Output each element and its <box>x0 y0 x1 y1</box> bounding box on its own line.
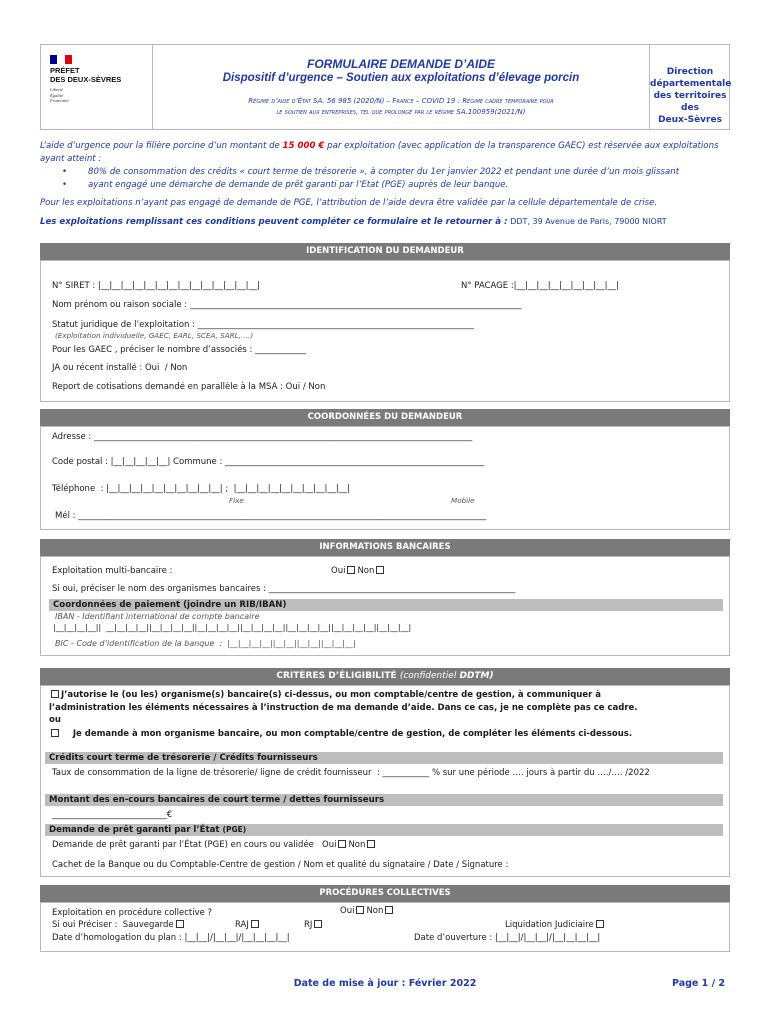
iban-field[interactable]: |__|__|__|__|| __|__|__|__||__|__|__|__||__|__|__|__||__|__|__|__||__|__|__|__||__|__|__|__||__|__|__| <box>53 623 412 632</box>
raj-label: RAJ <box>235 920 249 930</box>
form-title: FORMULAIRE DEMANDE D’AIDE <box>307 57 495 71</box>
ou-label: ou <box>49 715 61 725</box>
logo-line: DES DEUX-SÈVRES <box>50 75 122 84</box>
liquidation-option <box>505 920 606 930</box>
taux-field[interactable]: Taux de consommation de la ligne de trésorerie/ ligne de crédit fournisseur : ___________ % sur une période …. jours à partir du …./…. /2022 <box>52 768 650 778</box>
statut-field[interactable]: Statut juridique de l’exploitation : _________________________________________________________________ <box>52 320 474 330</box>
rj-option <box>304 920 324 930</box>
siret-field[interactable]: N° SIRET : |__|__|__|__|__|__|__|__|__|__|__|__|__|__| <box>52 281 260 291</box>
autorise-text-1: J’autorise le (ou les) organisme(s) bancaire(s) ci-dessus, ou mon comptable/centre de gestion, à communiquer à <box>61 690 602 700</box>
aid-amount: 15 000 € <box>282 141 325 151</box>
intro-text <box>40 140 730 229</box>
telephone-mobile-label: Mobile <box>451 496 475 505</box>
direction-block <box>649 45 732 129</box>
mel-field[interactable]: Mél : ________________________________________________________________________________________________ <box>55 511 487 521</box>
pge-oui-checkbox[interactable] <box>338 840 346 848</box>
msa-field[interactable]: Report de cotisations demandé en parallèle à la MSA : Oui / Non <box>52 382 326 392</box>
oui-checkbox[interactable] <box>347 566 355 574</box>
section-identification <box>40 260 730 402</box>
section-coordonnees <box>40 426 730 530</box>
section-bancaires-title: INFORMATIONS BANCAIRES <box>40 539 730 556</box>
ouverture-field[interactable]: Date d’ouverture : |__|__|/|__|__|/|__|__|__|__| <box>414 933 601 943</box>
rj-checkbox[interactable] <box>314 920 322 928</box>
adresse-field[interactable]: Adresse : _________________________________________________________________________________________ <box>52 432 473 442</box>
pacage-field[interactable]: N° PACAGE :|__|__|__|__|__|__|__|__|__| <box>461 281 619 291</box>
pge-non-label: Non <box>348 840 366 850</box>
nom-field[interactable]: Nom prénom ou raison sociale : ______________________________________________________________________________ <box>52 300 522 310</box>
intro-para-3 <box>40 215 730 229</box>
direction-line: Deux-Sèvres <box>658 115 722 125</box>
statut-hint: (Exploitation individuelle, GAEC, EARL, SCEA, SARL, …) <box>55 331 254 340</box>
pge-title <box>45 824 723 836</box>
demande-checkbox[interactable] <box>51 729 59 737</box>
telephone-fixe-label: Fixe <box>229 496 244 505</box>
raj-checkbox[interactable] <box>251 920 259 928</box>
preciser-label: Si oui Préciser : Sauvegarde <box>52 920 174 930</box>
demande-option <box>49 729 632 739</box>
bullet-text: ayant engagé une démarche de demande de prêt garanti par l’Etat (PGE) auprès de leur banque. <box>88 180 509 190</box>
footer-page-number: Page 1 / 2 <box>672 978 725 989</box>
direction-line: départementale <box>650 79 732 89</box>
iban-label: IBAN - Identifiant international de compte bancaire <box>55 612 260 621</box>
section-identification-title: IDENTIFICATION DU DEMANDEUR <box>40 243 730 260</box>
non-label: Non <box>357 566 375 576</box>
sauvegarde-checkbox[interactable] <box>176 920 184 928</box>
section-criteres <box>40 685 730 877</box>
intro-criteria-list <box>62 166 730 192</box>
montant-field[interactable]: ___________________________€ <box>52 810 173 820</box>
section-bancaires <box>40 556 730 656</box>
logo-line: PRÉFET <box>50 66 80 75</box>
bic-field[interactable]: BIC - Code d’identification de la banque : |__|__|__|__||__|__||__|__||__|__|__| <box>55 639 356 648</box>
regime-line-1: Régime d’aide d’État SA. 56 985 (2020/N) – France – COVID 19 : Régime cadre temporaire pour <box>248 97 554 105</box>
pge-non-checkbox[interactable] <box>367 840 375 848</box>
liquidation-checkbox[interactable] <box>596 920 604 928</box>
bullet-text: 80% de consommation des crédits « court terme de trésorerie », à compter du 1er janvier 2022 et pendant une durée d’un mois glissant <box>88 167 680 177</box>
form-subtitle: Dispositif d’urgence – Soutien aux exploitations d’élevage porcin <box>222 72 580 84</box>
direction-name <box>650 66 730 126</box>
sauvegarde-option <box>52 920 186 930</box>
prefet-name <box>50 66 121 84</box>
regime-text <box>153 96 649 118</box>
form-header <box>40 44 730 130</box>
intro-bullet-1 <box>62 166 730 179</box>
demande-text: Je demande à mon organisme bancaire, ou mon comptable/centre de gestion, de compléter les éléments ci-dessous. <box>72 729 633 739</box>
code-postal-commune-field[interactable]: Code postal : |__|__|__|__|__| Commune : _____________________________________________________________ <box>52 457 485 467</box>
procedure-choice <box>340 906 395 916</box>
pge-text: Demande de prêt garanti par l’État (PGE) en cours ou validée Oui <box>52 840 337 850</box>
proc-non-checkbox[interactable] <box>385 906 393 914</box>
montant-title: Montant des en-cours bancaires de court terme / dettes fournisseurs <box>45 794 723 806</box>
autorise-checkbox[interactable] <box>51 690 59 698</box>
intro-para-1: L’aide d’urgence pour la filière porcine d’un montant de 15 000 € par exploitation (avec application de la transparence GAEC) est réservée aux exploitations ayant atteint : <box>40 141 719 164</box>
intro-bullet-2 <box>62 179 730 192</box>
motto-line: Fraternité <box>50 98 69 103</box>
french-flag-icon <box>50 55 72 64</box>
prefet-logo <box>41 45 153 129</box>
criteres-ddtm: DDTM) <box>459 671 494 681</box>
rj-label: RJ <box>304 920 313 930</box>
return-address: DDT, 39 Avenue de Paris, 79000 NIORT <box>510 217 667 226</box>
proc-oui-label: Oui <box>340 906 355 916</box>
section-procedures-title: PROCÉDURES COLLECTIVES <box>40 885 730 902</box>
raj-option <box>235 920 261 930</box>
regime-line-2: le soutien aux entreprises, tel que prolongé par le régime SA.100959(2021/N) <box>276 108 526 116</box>
criteres-title-text: CRITÈRES D’ÉLIGIBILITÉ <box>276 671 397 681</box>
motto-line: Liberté <box>50 87 63 92</box>
oui-label: Oui <box>331 566 346 576</box>
procedure-question: Exploitation en procédure collective ? <box>52 908 213 918</box>
autorise-option <box>49 690 601 700</box>
organismes-field[interactable]: Si oui, préciser le nom des organismes bancaires : __________________________________________________________ <box>52 584 516 594</box>
cachet-label: Cachet de la Banque ou du Comptable-Centre de gestion / Nom et qualité du signataire / Date / Signature : <box>52 860 509 870</box>
intro-para-2: Pour les exploitations n’ayant pas engagé de demande de PGE, l’attribution de l’aide devra être validée par la cellule départementale de crise. <box>40 198 658 208</box>
return-instruction: Les exploitations remplissant ces conditions peuvent compléter ce formulaire et le retourner à : <box>40 217 508 227</box>
multi-bancaire-choice <box>331 566 386 576</box>
direction-line: Direction <box>666 67 714 77</box>
liquidation-label: Liquidation Judiciaire <box>505 920 594 930</box>
motto-line: Égalité <box>50 92 63 98</box>
non-checkbox[interactable] <box>376 566 384 574</box>
proc-non-label: Non <box>366 906 384 916</box>
criteres-confidentiel: (confidentiel <box>399 671 457 681</box>
coordonnees-paiement-title: Coordonnées de paiement (joindre un RIB/IBAN) <box>49 599 723 611</box>
autorise-text-2: l’administration les éléments nécessaires à l’instruction de ma demande d’aide. Dans ce cas, je ne complète pas ce cadre. <box>49 703 638 713</box>
proc-oui-checkbox[interactable] <box>356 906 364 914</box>
credits-title: Crédits court terme de trésorerie / Crédits fournisseurs <box>45 752 723 764</box>
direction-line: des territoires des <box>653 91 727 113</box>
pge-suffix: (PGE) <box>222 825 247 834</box>
pge-field <box>52 840 377 850</box>
section-criteres-title <box>40 668 730 685</box>
section-coordonnees-title: COORDONNÉES DU DEMANDEUR <box>40 409 730 426</box>
gaec-associes-field[interactable]: Pour les GAEC , préciser le nombre d’associés : ____________ <box>52 345 307 355</box>
republic-motto <box>50 87 69 104</box>
pge-title-text: Demande de prêt garanti par l’État <box>49 825 220 835</box>
homologation-field[interactable]: Date d’homologation du plan : |__|__|/|__|__|/|__|__|__|__| <box>52 933 290 943</box>
footer-update-date: Date de mise à jour : Février 2022 <box>293 978 477 989</box>
ja-field[interactable]: JA ou récent installé : Oui / Non <box>52 363 188 373</box>
section-procedures <box>40 902 730 952</box>
form-title-block <box>153 45 649 129</box>
multi-bancaire-label: Exploitation multi-bancaire : <box>52 566 173 576</box>
telephone-field[interactable]: Téléphone : |__|__|__|__|__|__|__|__|__|__| ; |__|__|__|__|__|__|__|__|__|__| <box>52 484 351 494</box>
